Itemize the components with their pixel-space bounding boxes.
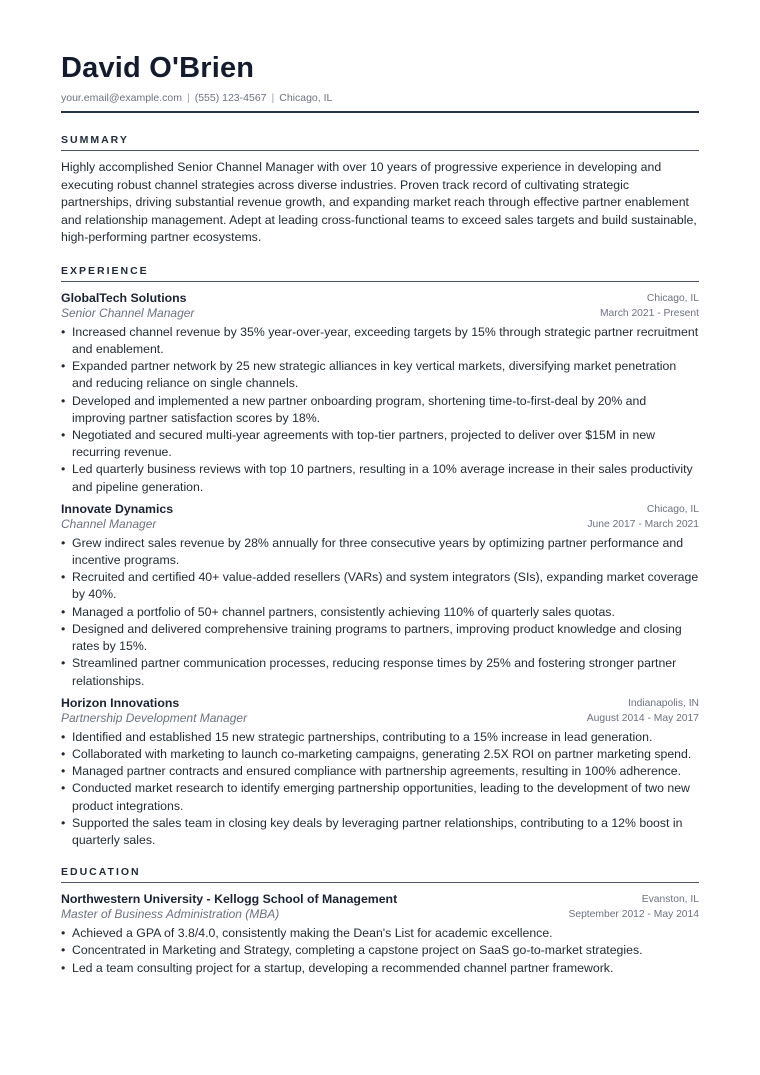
education-entry	[61, 892, 699, 977]
header-divider	[61, 111, 699, 113]
bullet-item: • Increased channel revenue by 35% year-over-year, exceeding targets by 15% through strategic partner recruitment and enablement.	[61, 324, 699, 358]
section-title-education: EDUCATION	[61, 866, 141, 879]
summary-section	[61, 133, 699, 247]
bullet-item: • Managed a portfolio of 50+ channel partners, consistently achieving 110% of quarterly sales quotas.	[61, 604, 699, 621]
summary-text: Highly accomplished Senior Channel Manager with over 10 years of progressive experience in developing and executing robust channel strategies across diverse industries. Proven track record of cultivating strategic partnerships, driving substantial revenue growth, and expanding market reach through effective partner enablement and relationship management. Adept at leading cross-functional teams to exceed sales targets and build sustainable, high-performing partner ecosystems.	[61, 160, 697, 245]
bullet-item: • Concentrated in Marketing and Strategy, completing a capstone project on SaaS go-to-market strategies.	[61, 942, 699, 959]
education-bullets	[61, 925, 699, 977]
school-name: Northwestern University - Kellogg School of Management	[61, 892, 398, 907]
bullet-item: • Collaborated with marketing to launch co-marketing campaigns, generating 2.5X ROI on partner marketing spend.	[61, 746, 699, 763]
contact-line	[61, 91, 699, 105]
contact-separator: |	[271, 92, 275, 105]
job-location: Chicago, IL	[646, 503, 699, 515]
job-dates: August 2014 - May 2017	[586, 712, 699, 724]
bullet-item: • Supported the sales team in closing key deals by leveraging partner relationships, contributing to a 12% boost in quarterly sales.	[61, 815, 699, 849]
bullet-item: • Achieved a GPA of 3.8/4.0, consistently making the Dean's List for academic excellence.	[61, 925, 699, 942]
bullet-item: • Led quarterly business reviews with top 10 partners, resulting in a 10% average increase in their sales productivity and pipeline generation.	[61, 461, 699, 495]
section-divider	[61, 882, 699, 883]
job-dates: March 2021 - Present	[599, 307, 699, 319]
bullet-item: • Streamlined partner communication processes, reducing response times by 25% and fostering stronger partner relationships.	[61, 655, 699, 689]
location-text: Chicago, IL	[279, 92, 333, 105]
degree-name: Master of Business Administration (MBA)	[61, 907, 280, 922]
bullet-item: • Negotiated and secured multi-year agreements with top-tier partners, projected to deliver over $15M in new recurring revenue.	[61, 427, 699, 461]
job-bullets	[61, 324, 699, 496]
job-entry	[61, 502, 699, 690]
email-link[interactable]: your.email@example.com	[61, 92, 182, 105]
bullet-item: • Designed and delivered comprehensive training programs to partners, improving product knowledge and closing rates by 15%.	[61, 621, 699, 655]
job-header	[61, 696, 699, 726]
job-header	[61, 502, 699, 532]
contact-separator: |	[186, 92, 190, 105]
section-divider	[61, 150, 699, 151]
education-header	[61, 892, 699, 922]
job-bullets	[61, 729, 699, 849]
job-location: Chicago, IL	[646, 292, 699, 304]
candidate-name: David O'Brien	[61, 52, 255, 84]
section-divider	[61, 281, 699, 282]
section-title-experience: EXPERIENCE	[61, 264, 149, 277]
school-dates: September 2012 - May 2014	[568, 909, 699, 921]
education-section	[61, 865, 699, 977]
company-name: GlobalTech Solutions	[61, 290, 187, 305]
section-title-summary: SUMMARY	[61, 134, 129, 147]
experience-section	[61, 264, 699, 849]
bullet-item: • Led a team consulting project for a startup, developing a recommended channel partner framework.	[61, 960, 699, 977]
job-title: Senior Channel Manager	[61, 305, 195, 320]
job-dates: June 2017 - March 2021	[587, 518, 699, 530]
bullet-item: • Recruited and certified 40+ value-added resellers (VARs) and system integrators (SIs), expanding market coverage by 40%.	[61, 569, 699, 603]
job-title: Channel Manager	[61, 516, 157, 531]
bullet-item: • Identified and established 15 new strategic partnerships, contributing to a 15% increase in lead generation.	[61, 729, 699, 746]
company-name: Innovate Dynamics	[61, 501, 174, 516]
bullet-item: • Developed and implemented a new partner onboarding program, shortening time-to-first-deal by 20% and improving partner satisfaction scores by 18%.	[61, 393, 699, 427]
bullet-item: • Managed partner contracts and ensured compliance with partnership agreements, resulting in 100% adherence.	[61, 763, 699, 780]
job-header	[61, 291, 699, 321]
job-location: Indianapolis, IN	[628, 697, 699, 709]
school-location: Evanston, IL	[641, 894, 699, 906]
job-entry	[61, 696, 699, 849]
phone-number[interactable]: (555) 123-4567	[194, 92, 267, 105]
company-name: Horizon Innovations	[61, 695, 180, 710]
bullet-item: • Expanded partner network by 25 new strategic alliances in key vertical markets, diversifying market penetration and reducing reliance on single channels.	[61, 358, 699, 392]
job-title: Partnership Development Manager	[61, 710, 248, 725]
bullet-item: • Grew indirect sales revenue by 28% annually for three consecutive years by optimizing partner performance and incentive programs.	[61, 535, 699, 569]
bullet-item: • Conducted market research to identify emerging partnership opportunities, leading to the development of two new product integrations.	[61, 780, 699, 814]
job-bullets	[61, 535, 699, 690]
job-entry	[61, 291, 699, 496]
